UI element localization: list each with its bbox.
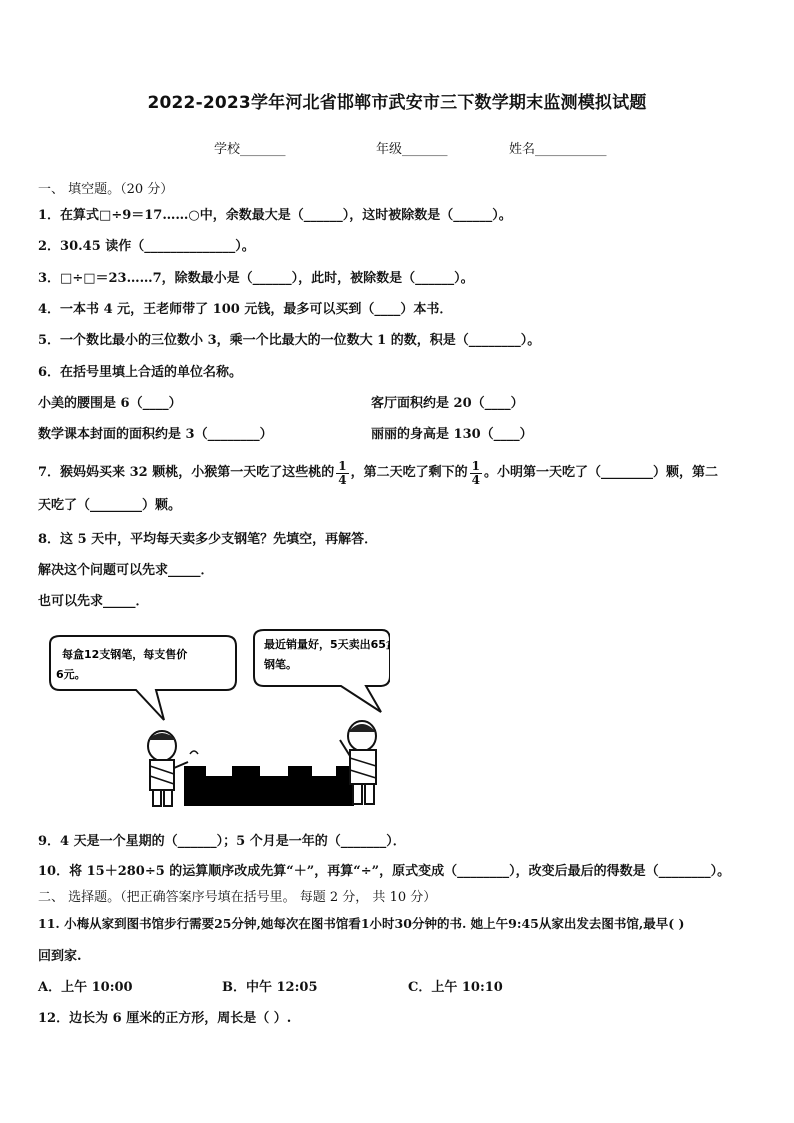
option-c[interactable]: C．上午 10:10 (408, 980, 503, 995)
speech-bubble-right (254, 628, 390, 712)
question-7-line2: 天吃了（________）颗。 (38, 498, 182, 513)
question-8-line1: 解决这个问题可以先求_____． (38, 563, 214, 578)
question-8-stem: 8．这 5 天中，平均每天卖多少支钢笔？先填空，再解答． (38, 532, 378, 547)
question-9: 9．4 天是一个星期的（______）；5 个月是一年的（_______）． (38, 834, 406, 849)
question-4: 4．一本书 4 元，王老师带了 100 元钱，最多可以买到（____）本书． (38, 302, 453, 317)
question-7-line1 (38, 455, 718, 491)
grade-field[interactable]: 年级_______ (376, 142, 448, 157)
speech-bubble-left (50, 636, 236, 720)
page-title: 2022-2023学年河北省邯郸市武安市三下数学期末监测模拟试题 (147, 93, 647, 113)
question-7-part2: ，第二天吃了剩下的 (350, 465, 468, 480)
fraction-one-quarter-2 (470, 460, 482, 487)
bubble-right-line2: 钢笔。 (264, 658, 297, 671)
fraction-numerator: 1 (338, 458, 347, 473)
bubble-left-line1: 每盒12支钢笔，每支售价 (62, 648, 188, 661)
question-11-line2: 回到家. (38, 949, 82, 964)
question-1: 1．在算式□÷9＝17……○中，余数最大是（______），这时被除数是（______）。 (38, 208, 512, 223)
question-3: 3．□÷□＝23……7，除数最小是（______），此时，被除数是（______）。 (38, 271, 474, 286)
illustration-pen-sales (36, 628, 390, 836)
question-2: 2．30.45 读作（______________）。 (38, 239, 255, 254)
name-field[interactable]: 姓名___________ (509, 142, 607, 157)
question-5: 5．一个数比最小的三位数小 3，乘一个比最大的一位数大 1 的数，积是（________）。 (38, 333, 541, 348)
question-6-a: 小美的腰围是 6（____） (38, 396, 182, 411)
question-8-line2: 也可以先求_____． (38, 594, 149, 609)
fraction-denominator: 4 (471, 472, 480, 487)
option-a[interactable]: A．上午 10:00 (38, 980, 133, 995)
fraction-denominator: 4 (338, 472, 347, 487)
question-10: 10．将 15＋280÷5 的运算顺序改成先算“＋”，再算“÷”，原式变成（________），改变后最后的得数是（________）。 (38, 864, 731, 879)
fraction-one-quarter-1 (336, 460, 348, 487)
option-b[interactable]: B．中午 12:05 (222, 980, 318, 995)
section-2-heading: 二、 选择题。（把正确答案序号填在括号里。 每题 2 分， 共 10 分） (38, 890, 437, 905)
question-12: 12．边长为 6 厘米的正方形，周长是（ ）. (38, 1011, 292, 1026)
question-7-part1: 7．猴妈妈买来 32 颗桃，小猴第一天吃了这些桃的 (38, 465, 335, 480)
question-6-stem: 6．在括号里填上合适的单位名称。 (38, 365, 243, 380)
question-6-b: 客厅面积约是 20（____） (371, 396, 524, 411)
school-field[interactable]: 学校_______ (214, 142, 286, 157)
counter-shape (184, 766, 354, 806)
bubble-right-line1: 最近销量好，5天卖出65盒 (264, 638, 390, 651)
question-7-part3: 。小明第一天吃了（________）颗，第二 (483, 465, 718, 480)
bubble-left-line2: 6元。 (56, 668, 86, 681)
section-1-heading: 一、 填空题。（20 分） (38, 182, 174, 197)
question-6-c: 数学课本封面的面积约是 3（________） (38, 427, 273, 442)
question-6-d: 丽丽的身高是 130（____） (371, 427, 533, 442)
question-11-stem: 11. 小梅从家到图书馆步行需要25分钟,她每次在图书馆看1小时30分钟的书. 她上午9:45从家出发去图书馆,最早( ) (38, 916, 685, 931)
fraction-numerator: 1 (471, 458, 480, 473)
